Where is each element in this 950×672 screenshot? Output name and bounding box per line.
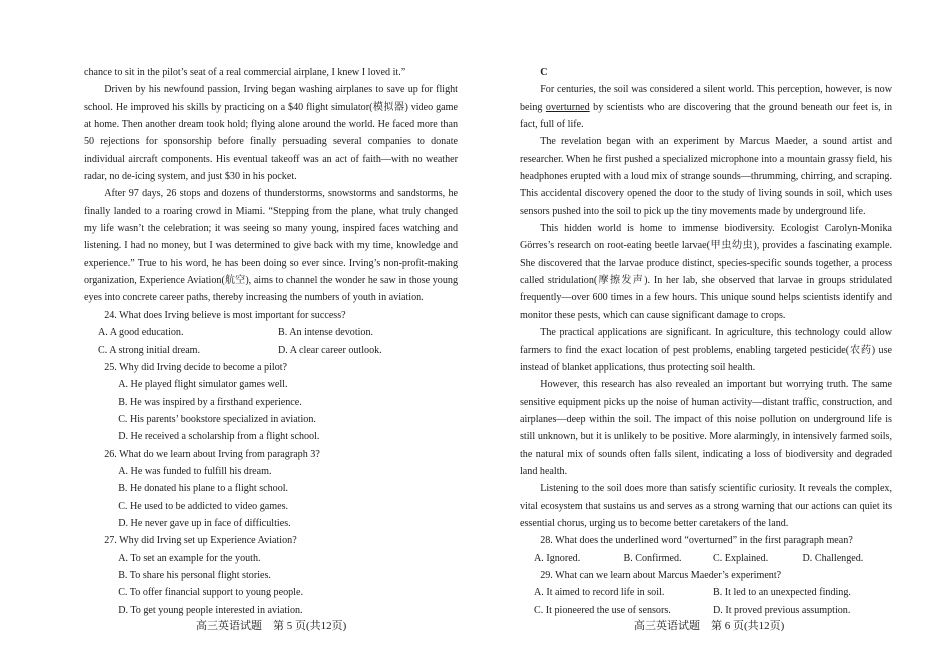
option-a: A. To set an example for the youth. bbox=[118, 552, 261, 564]
option-c: C. He used to be addicted to video games. bbox=[118, 500, 289, 512]
question-stem: 24. What does Irving believe is most important for success? bbox=[104, 309, 346, 321]
question-stem: 26. What do we learn about Irving from paragraph 3? bbox=[104, 448, 320, 460]
option-d: D. He received a scholarship from a flight school. bbox=[118, 431, 320, 443]
option-a: A. Ignored. bbox=[534, 552, 581, 564]
paragraph-text: For centuries, the soil was considered a silent world. This perception, however, is now being bbox=[520, 84, 892, 113]
question-24 bbox=[84, 307, 458, 359]
page-footer-right: 高三英语试题 第 6 页(共12页) bbox=[634, 620, 785, 632]
right-paragraph-1 bbox=[520, 81, 892, 133]
option-c: C. A strong initial dream. bbox=[98, 344, 201, 356]
question-28 bbox=[520, 532, 892, 567]
option-d: D. He never gave up in face of difficulties. bbox=[118, 517, 291, 529]
question-stem: 25. Why did Irving decide to become a pilot? bbox=[104, 361, 288, 373]
left-paragraph-3: After 97 days, 26 stops and dozens of thunderstorms, snowstorms and sandstorms, he finally landed to a roaring crowd in Miami. “Stepping from the plane, what truly changed my life wasn’t the celebration; it was seeing so many young, inspired faces watching and listening. I had no money, but I was determined to give back with my time, knowledge and experience.” True to his word, he has been doing so ever since. Irving’s non-profit-making organization, Experience Aviation(航空), aims to channel the wonder he saw in those young eyes into concrete career paths, thereby increasing the numbers of youth in aviation. bbox=[84, 188, 458, 304]
question-27 bbox=[84, 532, 458, 619]
right-paragraph-6: Listening to the soil does more than satisfy scientific curiosity. It reveals the complex, vital ecosystem that sustains us and serves as a strong warning that our actions can quiet its essential chorus, urging us to become better caretakers of the land. bbox=[520, 483, 892, 529]
question-26 bbox=[84, 446, 458, 533]
right-paragraph-4: The practical applications are significant. In agriculture, this technology could allow farmers to find the exact location of pest problems, enabling targeted pesticide(农药) use instead of blanket applications, thus protecting soil health. bbox=[520, 327, 892, 373]
question-stem: 28. What does the underlined word “overturned” in the first paragraph mean? bbox=[540, 535, 853, 547]
option-c: C. It pioneered the use of sensors. bbox=[534, 604, 671, 616]
option-a: A. He was funded to fulfill his dream. bbox=[118, 465, 272, 477]
option-c: C. Explained. bbox=[713, 552, 769, 564]
underlined-word: overturned bbox=[545, 101, 590, 113]
right-paragraph-5: However, this research has also revealed an important but worrying truth. The same sensitive equipment picks up the noise of human activity—distant traffic, construction, and airplanes—deep within the soil. The impact of this noise pollution on underground life is still unknown, but it is unlikely to be positive. More alarmingly, in intensively farmed soils, the natural mix of sounds often falls silent, indicating a loss of biodiversity and degraded land health. bbox=[520, 379, 892, 477]
option-b: B. It led to an unexpected finding. bbox=[713, 587, 851, 599]
left-page-column bbox=[84, 64, 458, 619]
option-d: D. A clear career outlook. bbox=[278, 344, 382, 356]
section-title: C bbox=[540, 67, 548, 78]
question-stem: 29. What can we learn about Marcus Maeder’s experiment? bbox=[540, 569, 782, 581]
question-stem: 27. Why did Irving set up Experience Aviation? bbox=[104, 535, 297, 547]
option-b: B. Confirmed. bbox=[623, 552, 682, 564]
question-29 bbox=[520, 567, 892, 619]
option-c: C. His parents’ bookstore specialized in aviation. bbox=[118, 413, 316, 425]
option-b: B. An intense devotion. bbox=[278, 327, 374, 339]
left-paragraph-1: chance to sit in the pilot’s seat of a real commercial airplane, I knew I loved it.” bbox=[84, 67, 406, 78]
option-b: B. He donated his plane to a flight school. bbox=[118, 483, 289, 495]
option-d: D. It proved previous assumption. bbox=[713, 604, 851, 616]
option-a: A. It aimed to record life in soil. bbox=[534, 587, 665, 599]
right-page-column bbox=[520, 64, 892, 619]
option-d: D. To get young people interested in aviation. bbox=[118, 604, 303, 616]
right-paragraph-2: The revelation began with an experiment by Marcus Maeder, a sound artist and researcher. When he first pushed a specialized microphone into a mountain grassy field, his headphones erupted with a loud mix of strange sounds—thrumming, chirring, and scraping. This accidental discovery opened the door to the study of living sounds in soil, which uses sensors pushed into the soil to pick up the tiny movements made by underground life. bbox=[520, 136, 892, 217]
right-paragraph-3: This hidden world is home to immense biodiversity. Ecologist Carolyn-Monika Görres’s research on root-eating beetle larvae(甲虫幼虫), provides a fascinating example. She discovered that the larvae produce distinct, species-specific sounds together, a process called stridulation(摩擦发声). In her lab, she observed that larvae in groups stridulated frequently—over 600 times in a few hours. This unique sound helps scientists identify and monitor these pests, which can cause significant damage to crops. bbox=[520, 223, 892, 321]
option-b: B. To share his personal flight stories. bbox=[118, 569, 271, 581]
question-25 bbox=[84, 359, 458, 446]
option-d: D. Challenged. bbox=[802, 552, 864, 564]
page-footer-left: 高三英语试题 第 5 页(共12页) bbox=[196, 620, 347, 632]
option-c: C. To offer financial support to young people. bbox=[118, 587, 303, 599]
option-a: A. He played flight simulator games well. bbox=[118, 379, 288, 391]
paragraph-text: by scientists who are discovering that the ground beneath our feet is, in fact, full of life. bbox=[520, 101, 893, 131]
left-paragraph-2: Driven by his newfound passion, Irving began washing airplanes to save up for flight school. He improved his skills by practicing on a $40 flight simulator(模拟器) video game at home. Then another dream took hold; flying alone around the world. He faced more than 50 rejections for sponsorship before finally persuading several companies to donate individual aircraft components. His eventual takeoff was an act of faith—with no weather radar, no de-icing system, and just $30 in his pocket. bbox=[84, 84, 458, 183]
option-b: B. He was inspired by a firsthand experience. bbox=[118, 396, 302, 408]
option-a: A. A good education. bbox=[98, 327, 184, 339]
